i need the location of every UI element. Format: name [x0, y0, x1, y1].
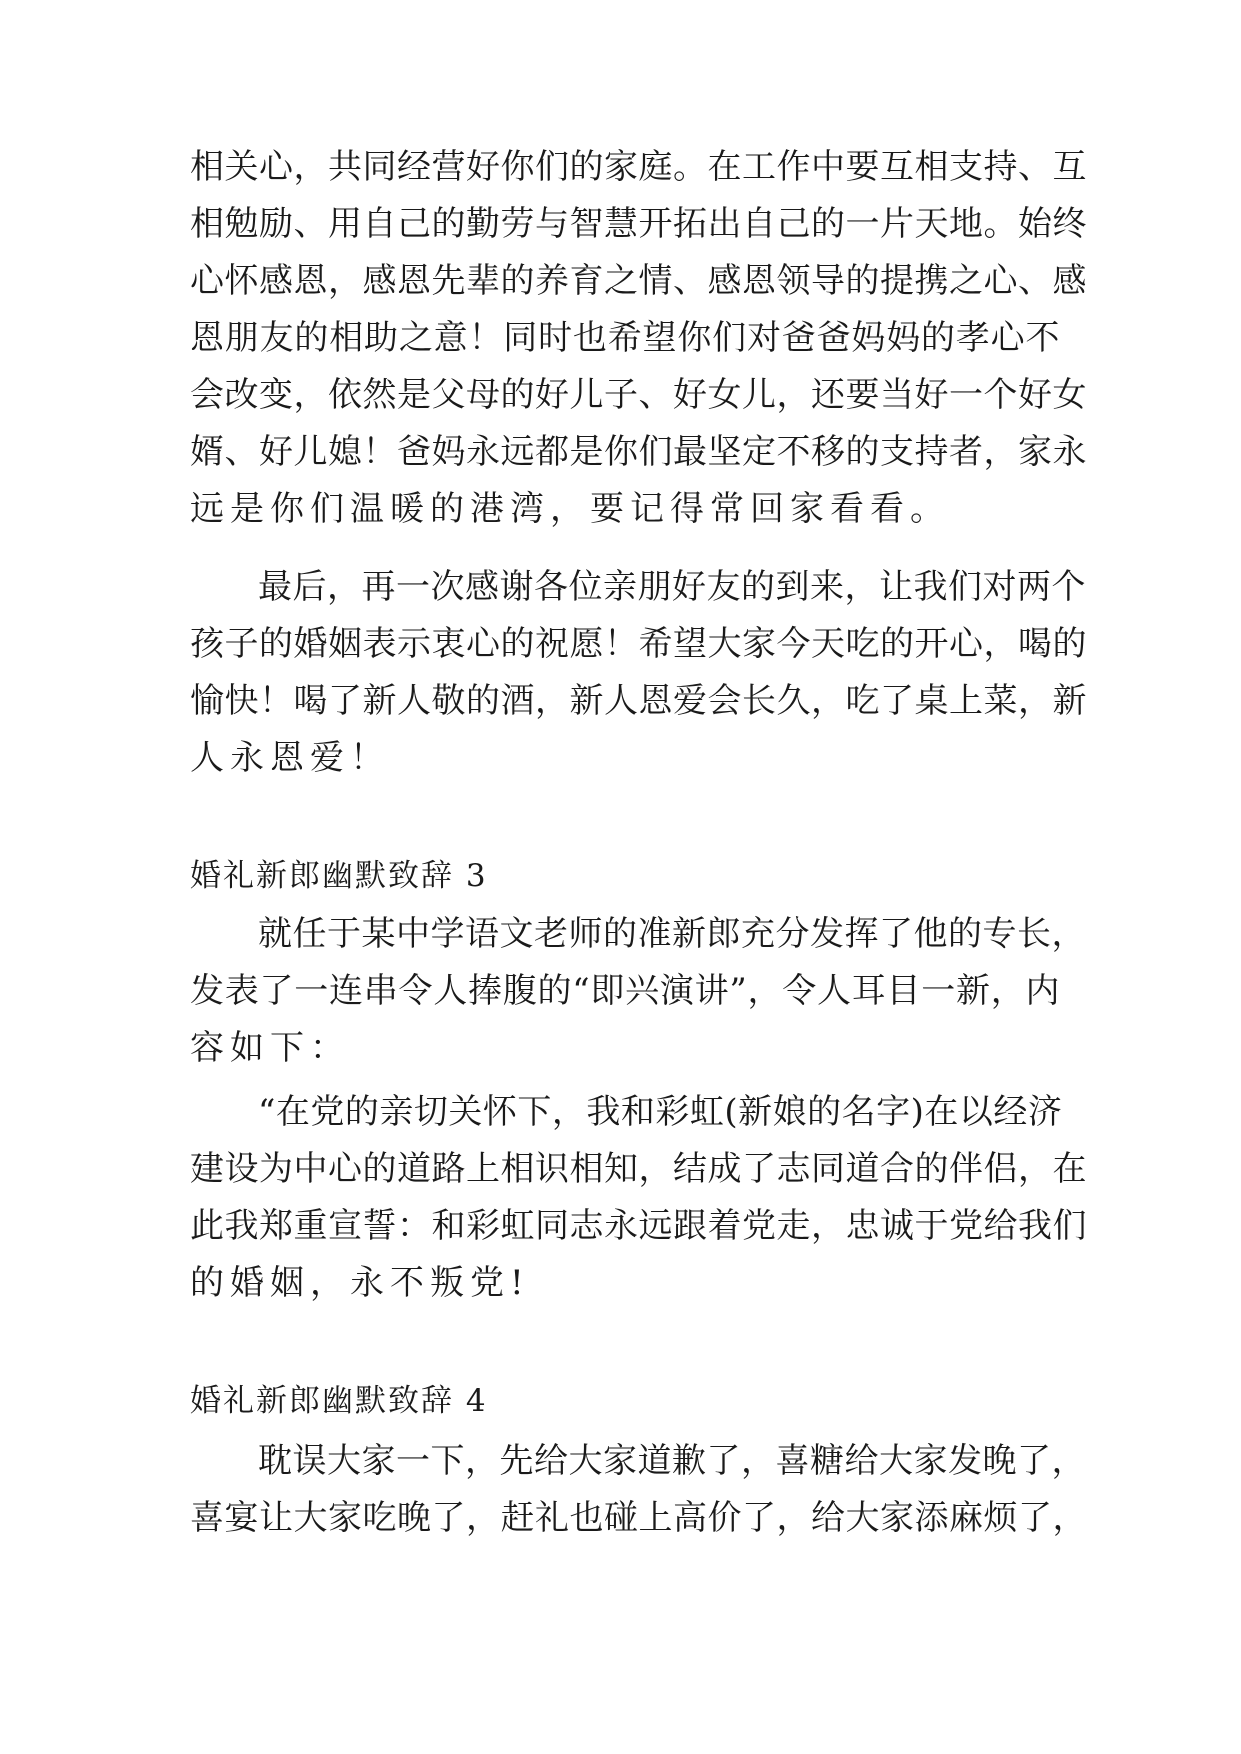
paragraph-line: 容如下： — [190, 1028, 350, 1068]
section-heading: 婚礼新郎幽默致辞 4 — [190, 1383, 488, 1419]
paragraph-line: 喜宴让大家吃晚了，赶礼也碰上高价了，给大家添麻烦了， — [190, 1498, 1087, 1538]
paragraph-line: 耽误大家一下，先给大家道歉了，喜糖给大家发晚了， — [258, 1441, 1086, 1481]
paragraph-line: 会改变，依然是父母的好儿子、好女儿，还要当好一个好女 — [190, 375, 1087, 415]
paragraph-line: 相关心，共同经营好你们的家庭。在工作中要互相支持、互 — [190, 147, 1087, 187]
paragraph-line: 最后，再一次感谢各位亲朋好友的到来，让我们对两个 — [258, 567, 1086, 607]
paragraph-line: 愉快！喝了新人敬的酒，新人恩爱会长久，吃了桌上菜，新 — [190, 681, 1087, 721]
paragraph-line: 建设为中心的道路上相识相知，结成了志同道合的伴侣，在 — [190, 1149, 1087, 1189]
paragraph-line: 孩子的婚姻表示衷心的祝愿！希望大家今天吃的开心，喝的 — [190, 624, 1087, 664]
paragraph-line: 的婚姻，永不叛党! — [190, 1263, 530, 1303]
paragraph-line: 相勉励、用自己的勤劳与智慧开拓出自己的一片天地。始终 — [190, 204, 1087, 244]
paragraph-line: 婿、好儿媳！爸妈永远都是你们最坚定不移的支持者，家永 — [190, 432, 1087, 472]
paragraph-line: 发表了一连串令人捧腹的“即兴演讲”，令人耳目一新，内 — [190, 971, 1060, 1011]
paragraph-line: 远是你们温暖的港湾，要记得常回家看看。 — [190, 489, 950, 529]
paragraph-line: 此我郑重宣誓：和彩虹同志永远跟着党走，忠诚于党给我们 — [190, 1206, 1087, 1246]
section-heading: 婚礼新郎幽默致辞 3 — [190, 858, 488, 894]
paragraph-line: 恩朋友的相助之意！同时也希望你们对爸爸妈妈的孝心不 — [190, 318, 1060, 358]
paragraph-line: “在党的亲切关怀下，我和彩虹(新娘的名字)在以经济 — [258, 1092, 1063, 1132]
paragraph-line: 人永恩爱！ — [190, 738, 390, 778]
paragraph-line: 就任于某中学语文老师的准新郎充分发挥了他的专长， — [258, 914, 1086, 954]
paragraph-line: 心怀感恩，感恩先辈的养育之情、感恩领导的提携之心、感 — [190, 261, 1087, 301]
